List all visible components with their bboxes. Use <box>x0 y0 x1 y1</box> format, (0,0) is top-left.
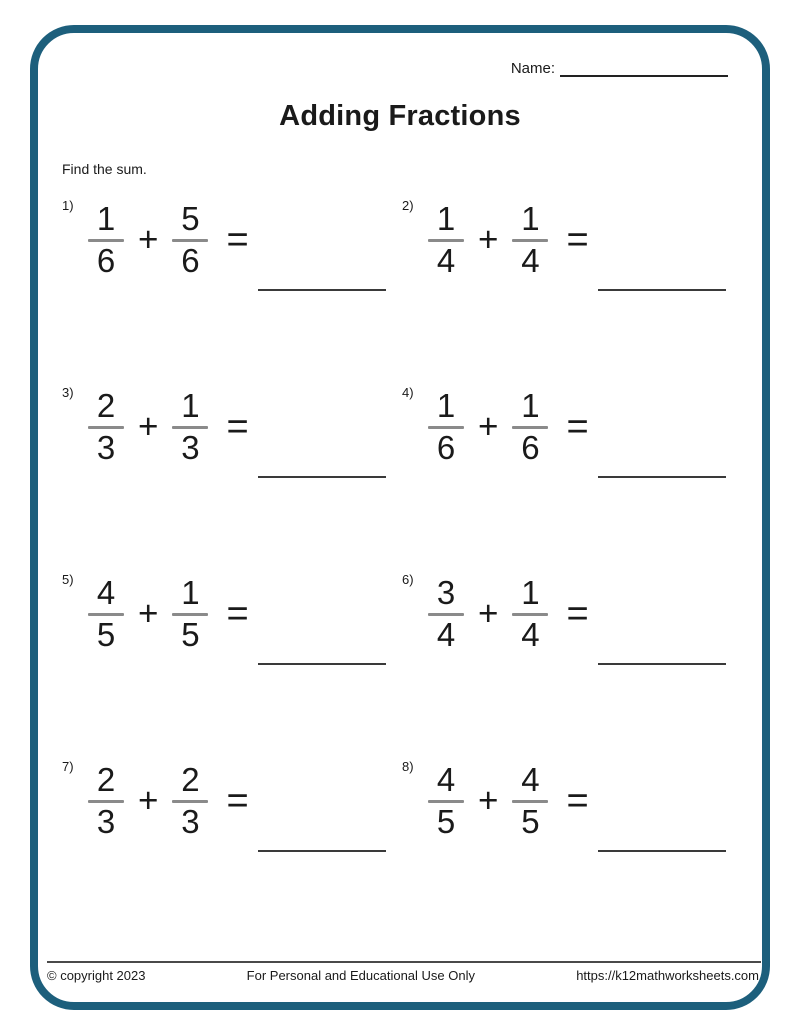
problem-item <box>62 383 402 570</box>
plus-sign: + <box>138 594 159 634</box>
denominator: 5 <box>436 802 456 840</box>
answer-blank-line <box>258 663 386 665</box>
name-field-row <box>511 60 728 77</box>
problem-number: 3) <box>62 385 74 400</box>
problem-number: 6) <box>402 572 414 587</box>
denominator: 5 <box>96 615 116 653</box>
denominator: 6 <box>436 428 456 466</box>
problems-grid <box>62 196 742 944</box>
plus-sign: + <box>478 781 499 821</box>
problem-item <box>402 196 742 383</box>
equals-sign: = <box>226 405 249 448</box>
fraction-first <box>88 763 124 840</box>
footer-divider <box>47 961 761 963</box>
plus-sign: + <box>138 407 159 447</box>
denominator: 5 <box>521 802 540 840</box>
numerator: 1 <box>521 200 540 237</box>
fraction-second <box>512 576 548 653</box>
page-title: Adding Fractions <box>279 100 521 132</box>
problem-number: 5) <box>62 572 74 587</box>
equation <box>428 389 589 466</box>
equation <box>428 202 589 279</box>
numerator: 1 <box>181 387 200 424</box>
denominator: 3 <box>96 428 116 466</box>
denominator: 4 <box>436 615 456 653</box>
answer-blank-line <box>258 850 386 852</box>
plus-sign: + <box>138 781 159 821</box>
problem-item <box>62 757 402 944</box>
plus-sign: + <box>138 220 159 260</box>
copyright-text: © copyright 2023 <box>47 968 146 983</box>
problem-number: 8) <box>402 759 414 774</box>
fraction-first <box>428 389 464 466</box>
answer-blank-line <box>598 289 726 291</box>
denominator: 3 <box>96 802 116 840</box>
footer <box>47 968 759 983</box>
equals-sign: = <box>566 779 589 822</box>
denominator: 4 <box>521 615 540 653</box>
problem-item <box>62 196 402 383</box>
numerator: 2 <box>181 761 200 798</box>
equation <box>88 202 249 279</box>
instruction-text: Find the sum. <box>62 161 147 177</box>
equals-sign: = <box>566 592 589 635</box>
equation <box>428 576 589 653</box>
denominator: 5 <box>181 615 200 653</box>
numerator: 4 <box>521 761 540 798</box>
denominator: 6 <box>96 241 116 279</box>
fraction-second <box>512 389 548 466</box>
equals-sign: = <box>226 592 249 635</box>
numerator: 1 <box>436 387 456 424</box>
fraction-second <box>172 389 208 466</box>
plus-sign: + <box>478 594 499 634</box>
answer-blank-line <box>258 476 386 478</box>
equals-sign: = <box>566 218 589 261</box>
numerator: 1 <box>96 200 116 237</box>
answer-blank-line <box>598 476 726 478</box>
equation <box>88 389 249 466</box>
equals-sign: = <box>226 218 249 261</box>
usage-text: For Personal and Educational Use Only <box>246 968 476 983</box>
fraction-second <box>512 202 548 279</box>
numerator: 3 <box>436 574 456 611</box>
problem-item <box>402 383 742 570</box>
equals-sign: = <box>226 779 249 822</box>
problem-number: 7) <box>62 759 74 774</box>
numerator: 2 <box>96 761 116 798</box>
fraction-second <box>172 576 208 653</box>
answer-blank-line <box>598 850 726 852</box>
equation <box>428 763 589 840</box>
fraction-first <box>88 202 124 279</box>
numerator: 1 <box>181 574 200 611</box>
plus-sign: + <box>478 220 499 260</box>
fraction-first <box>88 389 124 466</box>
numerator: 4 <box>96 574 116 611</box>
denominator: 3 <box>181 428 200 466</box>
equation <box>88 763 249 840</box>
problem-number: 1) <box>62 198 74 213</box>
fraction-first <box>428 763 464 840</box>
numerator: 1 <box>436 200 456 237</box>
name-blank-line <box>560 60 728 77</box>
denominator: 6 <box>181 241 200 279</box>
numerator: 2 <box>96 387 116 424</box>
numerator: 5 <box>181 200 200 237</box>
denominator: 4 <box>521 241 540 279</box>
numerator: 1 <box>521 574 540 611</box>
denominator: 6 <box>521 428 540 466</box>
denominator: 4 <box>436 241 456 279</box>
fraction-second <box>512 763 548 840</box>
numerator: 1 <box>521 387 540 424</box>
problem-number: 4) <box>402 385 414 400</box>
problem-item <box>402 570 742 757</box>
fraction-second <box>172 763 208 840</box>
website-url: https://k12mathworksheets.com <box>576 968 759 983</box>
equation <box>88 576 249 653</box>
equals-sign: = <box>566 405 589 448</box>
fraction-first <box>428 576 464 653</box>
fraction-second <box>172 202 208 279</box>
problem-number: 2) <box>402 198 414 213</box>
plus-sign: + <box>478 407 499 447</box>
numerator: 4 <box>436 761 456 798</box>
fraction-first <box>88 576 124 653</box>
problem-item <box>62 570 402 757</box>
denominator: 3 <box>181 802 200 840</box>
problem-item <box>402 757 742 944</box>
fraction-first <box>428 202 464 279</box>
answer-blank-line <box>258 289 386 291</box>
name-label: Name: <box>510 60 555 77</box>
answer-blank-line <box>598 663 726 665</box>
